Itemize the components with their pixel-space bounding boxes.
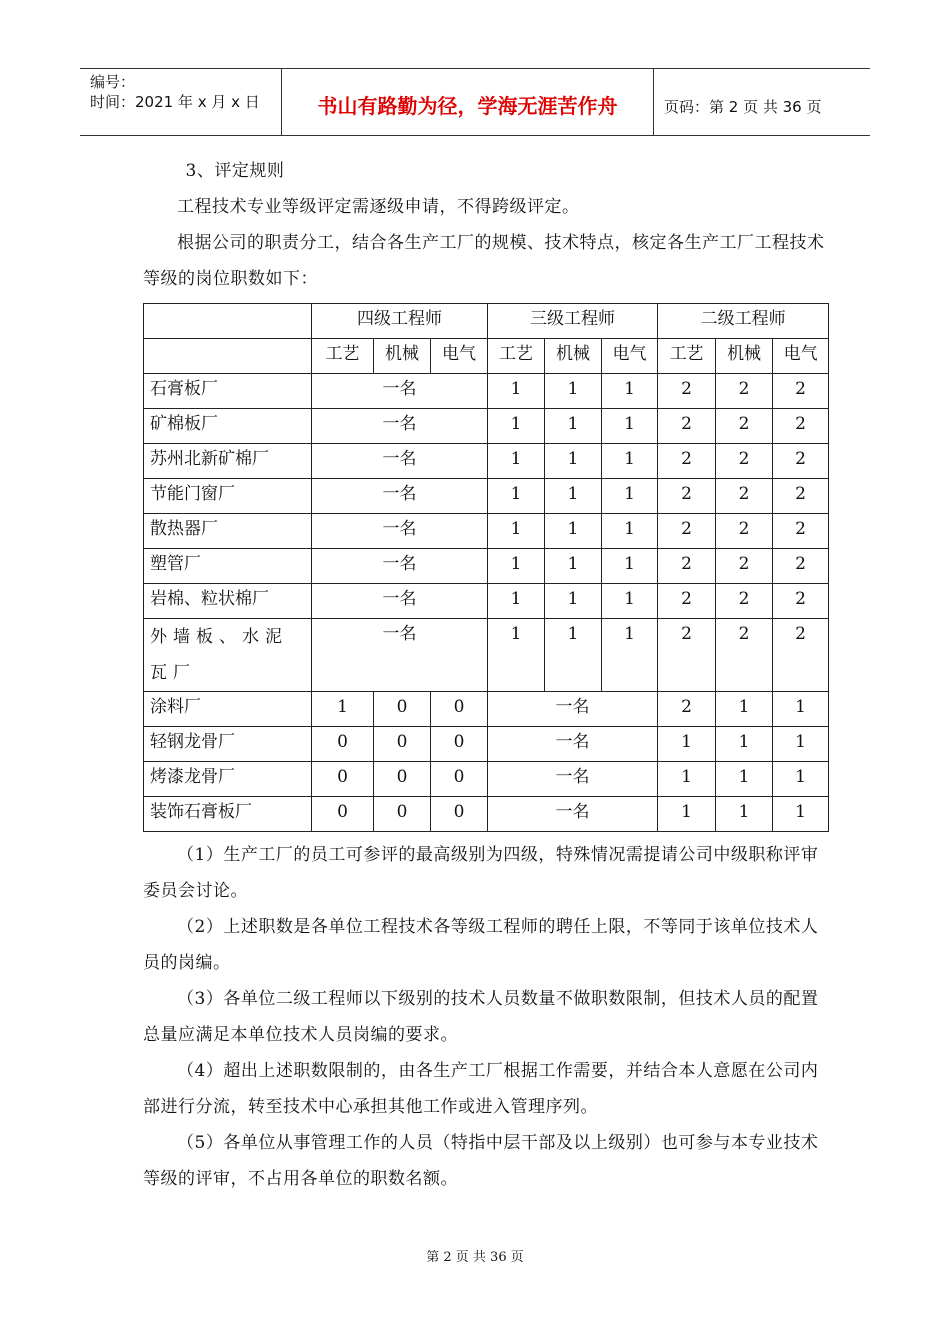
quota-cell: 2: [773, 584, 829, 619]
quota-cell: 1: [488, 549, 545, 584]
table-row: [144, 444, 829, 479]
quota-table: [143, 303, 829, 832]
quota-cell: 1: [488, 479, 545, 514]
table-row: [144, 549, 829, 584]
factory-name-cell: 装饰石膏板厂: [144, 797, 312, 832]
quota-cell: 1: [602, 374, 658, 409]
quota-cell: 一名: [488, 727, 658, 762]
quota-cell: 1: [545, 619, 602, 692]
quota-cell: 2: [658, 692, 716, 727]
quota-cell: 2: [773, 514, 829, 549]
quota-cell: 2: [773, 619, 829, 692]
quota-cell: 0: [431, 762, 488, 797]
quota-cell: 1: [488, 584, 545, 619]
quota-cell: 1: [545, 444, 602, 479]
corner-cell: [144, 339, 312, 374]
quota-cell: 一名: [488, 797, 658, 832]
quota-cell: 2: [716, 619, 773, 692]
quota-cell: 1: [602, 549, 658, 584]
quota-cell: 1: [545, 514, 602, 549]
factory-name-cell: 轻钢龙骨厂: [144, 727, 312, 762]
quota-cell: 1: [488, 444, 545, 479]
quota-cell: 0: [374, 797, 431, 832]
note-paragraph: （2）上述职数是各单位工程技术各等级工程师的聘任上限，不等同于该单位技术人员的岗编。: [143, 917, 819, 973]
factory-name-cell: 散热器厂: [144, 514, 312, 549]
discipline-header: 工艺: [488, 339, 545, 374]
quota-cell: 1: [602, 619, 658, 692]
factory-name-cell: 石膏板厂: [144, 374, 312, 409]
quota-cell: 一名: [312, 584, 488, 619]
intro-block: [143, 153, 825, 297]
note-paragraph: （5）各单位从事管理工作的人员（特指中层干部及以上级别）也可参与本专业技术等级的评审，不占用各单位的职数名额。: [143, 1133, 819, 1189]
quota-cell: 1: [545, 479, 602, 514]
quota-cell: 1: [545, 549, 602, 584]
quota-cell: 一名: [312, 514, 488, 549]
quota-cell: 0: [374, 727, 431, 762]
section-title: 3、评定规则: [185, 161, 285, 181]
intro-paragraph: 根据公司的职责分工，结合各生产工厂的规模、技术特点，核定各生产工厂工程技术等级的岗位职数如下：: [143, 233, 825, 289]
table-body: [144, 304, 829, 832]
quota-cell: 1: [716, 762, 773, 797]
quota-cell: 2: [658, 409, 716, 444]
page-footer: 第 2 页 共 36 页: [426, 1250, 524, 1265]
quota-cell: 1: [312, 692, 374, 727]
quota-cell: 2: [773, 374, 829, 409]
table-row: [144, 797, 829, 832]
quota-cell: 一名: [312, 479, 488, 514]
table-row: [144, 479, 829, 514]
quota-cell: 一名: [312, 409, 488, 444]
time-label: 时间：2021 年 x 月 x 日: [90, 93, 260, 111]
factory-name-cell: 塑管厂: [144, 549, 312, 584]
quota-cell: 0: [374, 692, 431, 727]
quota-cell: 2: [773, 549, 829, 584]
table-row: [144, 692, 829, 727]
quota-cell: 一名: [312, 549, 488, 584]
quota-cell: 1: [658, 727, 716, 762]
header-meta: [80, 69, 282, 135]
note-paragraph: （4）超出上述职数限制的，由各生产工厂根据工作需要，并结合本人意愿在公司内部进行分流，转至技术中心承担其他工作或进入管理序列。: [143, 1061, 819, 1117]
quota-cell: 2: [773, 409, 829, 444]
quota-cell: 1: [602, 584, 658, 619]
discipline-header: 机械: [545, 339, 602, 374]
intro-paragraph: 工程技术专业等级评定需逐级申请，不得跨级评定。: [177, 197, 580, 217]
discipline-header: 机械: [374, 339, 431, 374]
quota-cell: 1: [658, 762, 716, 797]
quota-cell: 2: [658, 514, 716, 549]
quota-cell: 1: [658, 797, 716, 832]
quota-cell: 1: [545, 409, 602, 444]
quota-cell: 1: [773, 692, 829, 727]
quota-cell: 2: [716, 409, 773, 444]
level-header: 三级工程师: [488, 304, 658, 339]
quota-cell: 一名: [312, 444, 488, 479]
discipline-header: 工艺: [658, 339, 716, 374]
note-paragraph: （1）生产工厂的员工可参评的最高级别为四级，特殊情况需提请公司中级职称评审委员会讨论。: [143, 845, 819, 901]
number-label: 编号：: [90, 73, 136, 91]
quota-cell: 2: [658, 479, 716, 514]
header-page-info: 页码：第 2 页 共 36 页: [664, 97, 822, 116]
quota-cell: 0: [431, 692, 488, 727]
factory-name-cell: 涂料厂: [144, 692, 312, 727]
quota-cell: 0: [374, 762, 431, 797]
quota-cell: 2: [658, 549, 716, 584]
quota-cell: 2: [658, 444, 716, 479]
quota-cell: 1: [488, 409, 545, 444]
factory-name-cell: 岩棉、粒状棉厂: [144, 584, 312, 619]
quota-cell: 2: [716, 479, 773, 514]
quota-cell: 0: [431, 727, 488, 762]
discipline-header: 电气: [431, 339, 488, 374]
factory-name-cell: 矿棉板厂: [144, 409, 312, 444]
quota-cell: 2: [773, 479, 829, 514]
quota-cell: 2: [716, 374, 773, 409]
quota-cell: 1: [488, 619, 545, 692]
level-header: 二级工程师: [658, 304, 829, 339]
factory-name-cell: 烤漆龙骨厂: [144, 762, 312, 797]
quota-cell: 1: [716, 692, 773, 727]
quota-cell: 一名: [312, 619, 488, 692]
level-header: 四级工程师: [312, 304, 488, 339]
quota-cell: 1: [602, 514, 658, 549]
quota-cell: 2: [658, 374, 716, 409]
discipline-header: 电气: [773, 339, 829, 374]
note-paragraph: （3）各单位二级工程师以下级别的技术人员数量不做职数限制，但技术人员的配置总量应满足本单位技术人员岗编的要求。: [143, 989, 819, 1045]
table-row: [144, 584, 829, 619]
quota-cell: 2: [773, 444, 829, 479]
table-row: [144, 727, 829, 762]
table-row: [144, 409, 829, 444]
quota-cell: 1: [488, 514, 545, 549]
table-row: [144, 514, 829, 549]
quota-cell: 一名: [312, 374, 488, 409]
quota-cell: 0: [312, 762, 374, 797]
factory-name-cell: 外墙板、水泥瓦厂: [144, 619, 312, 692]
table-row: [144, 762, 829, 797]
quota-cell: 一名: [488, 762, 658, 797]
table-row: [144, 374, 829, 409]
quota-cell: 一名: [488, 692, 658, 727]
factory-name-cell: 节能门窗厂: [144, 479, 312, 514]
quota-cell: 1: [602, 479, 658, 514]
quota-cell: 1: [716, 797, 773, 832]
quota-cell: 1: [773, 797, 829, 832]
table-row: [144, 619, 829, 692]
factory-name-cell: 苏州北新矿棉厂: [144, 444, 312, 479]
quota-cell: 2: [716, 444, 773, 479]
quota-cell: 1: [773, 762, 829, 797]
quota-cell: 1: [545, 374, 602, 409]
quota-cell: 1: [773, 727, 829, 762]
notes-block: [143, 837, 825, 1197]
quota-cell: 2: [658, 619, 716, 692]
quota-cell: 2: [716, 514, 773, 549]
quota-cell: 2: [716, 549, 773, 584]
quota-cell: 2: [716, 584, 773, 619]
quota-cell: 1: [602, 409, 658, 444]
page-header: [80, 68, 870, 136]
discipline-header: 工艺: [312, 339, 374, 374]
table-header-row: [144, 304, 829, 339]
quota-cell: 1: [602, 444, 658, 479]
quota-cell: 1: [488, 374, 545, 409]
discipline-header: 机械: [716, 339, 773, 374]
quota-cell: 2: [658, 584, 716, 619]
header-motto: 书山有路勤为径，学海无涯苦作舟: [282, 69, 654, 135]
quota-cell: 1: [716, 727, 773, 762]
corner-cell: [144, 304, 312, 339]
table-discipline-row: [144, 339, 829, 374]
quota-cell: 1: [545, 584, 602, 619]
quota-cell: 0: [431, 797, 488, 832]
discipline-header: 电气: [602, 339, 658, 374]
quota-cell: 0: [312, 797, 374, 832]
quota-cell: 0: [312, 727, 374, 762]
